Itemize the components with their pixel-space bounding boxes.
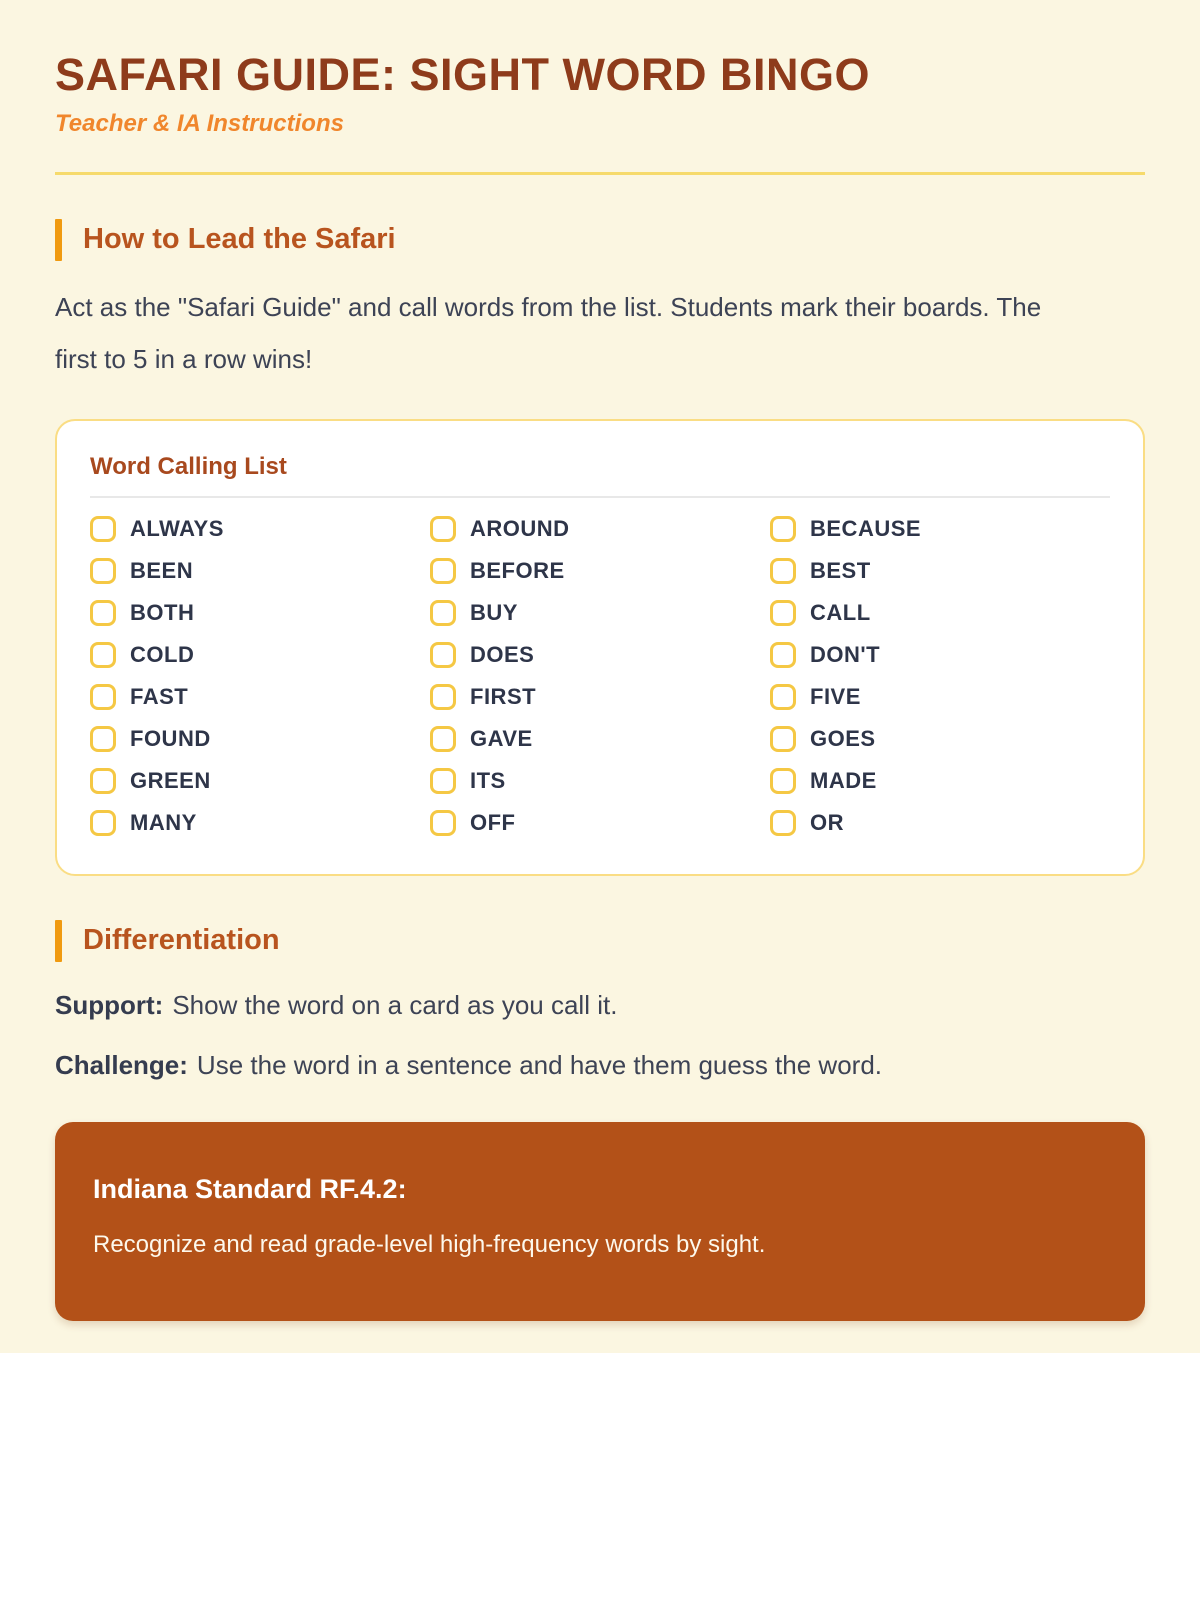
differentiation-challenge (55, 1049, 1145, 1082)
word-row (90, 634, 430, 676)
word-row (90, 592, 430, 634)
word-row (90, 760, 430, 802)
word-label: BOTH (130, 599, 195, 625)
section-accent-bar (55, 219, 62, 261)
word-row (90, 718, 430, 760)
word-label: ITS (470, 767, 506, 793)
word-label: ALWAYS (130, 515, 224, 541)
standard-body: Recognize and read grade-level high-frequency words by sight. (93, 1230, 766, 1258)
word-row (770, 592, 1110, 634)
word-checkbox[interactable] (90, 516, 116, 542)
word-row (430, 592, 770, 634)
word-label: FIVE (810, 683, 861, 709)
word-label: BUY (470, 599, 518, 625)
word-label: AROUND (470, 515, 570, 541)
word-row (770, 508, 1110, 550)
word-checkbox[interactable] (430, 600, 456, 626)
word-column-3 (770, 508, 1110, 844)
word-label: GREEN (130, 767, 211, 793)
page-title: SAFARI GUIDE: SIGHT WORD BINGO (55, 49, 871, 100)
word-label: FIRST (470, 683, 537, 709)
section-accent-bar (55, 920, 62, 962)
word-label: FAST (130, 683, 189, 709)
word-checkbox[interactable] (430, 726, 456, 752)
word-checkbox[interactable] (770, 642, 796, 668)
word-checkbox[interactable] (90, 558, 116, 584)
differentiation-support (55, 989, 1145, 1022)
word-checkbox[interactable] (430, 684, 456, 710)
word-row (770, 802, 1110, 844)
word-label: BECAUSE (810, 515, 922, 541)
word-row (90, 550, 430, 592)
word-row (770, 634, 1110, 676)
word-checkbox[interactable] (770, 768, 796, 794)
word-label: BEEN (130, 557, 194, 583)
word-label: BEFORE (470, 557, 565, 583)
word-checkbox[interactable] (770, 684, 796, 710)
word-checkbox[interactable] (430, 642, 456, 668)
word-row (770, 676, 1110, 718)
word-label: CALL (810, 599, 871, 625)
word-checkbox[interactable] (430, 768, 456, 794)
word-list-heading: Word Calling List (90, 452, 287, 480)
word-row (430, 718, 770, 760)
word-checkbox[interactable] (430, 810, 456, 836)
word-checkbox[interactable] (90, 642, 116, 668)
word-row (90, 508, 430, 550)
word-row (430, 676, 770, 718)
word-label: DON'T (810, 641, 881, 667)
word-row (430, 802, 770, 844)
word-label: DOES (470, 641, 535, 667)
word-checkbox[interactable] (770, 810, 796, 836)
word-row (430, 760, 770, 802)
word-row (90, 676, 430, 718)
word-checkbox[interactable] (770, 558, 796, 584)
lead-instructions-text: Act as the "Safari Guide" and call words from the list. Students mark their boards. The first to 5 in a row wins! (55, 291, 1042, 374)
word-checkbox[interactable] (770, 726, 796, 752)
standard-callout (55, 1122, 1145, 1321)
word-label: GOES (810, 725, 876, 751)
word-label: COLD (130, 641, 195, 667)
word-checkbox[interactable] (430, 558, 456, 584)
word-row (770, 718, 1110, 760)
section-differentiation (55, 920, 1145, 962)
support-label: Support: (55, 989, 164, 1020)
challenge-text: Use the word in a sentence and have them guess the word. (196, 1049, 882, 1080)
word-row (770, 550, 1110, 592)
standard-heading: Indiana Standard RF.4.2: (93, 1173, 407, 1204)
word-column-2 (430, 508, 770, 844)
word-checkbox[interactable] (90, 768, 116, 794)
word-label: MADE (810, 767, 877, 793)
section-heading-text: How to Lead the Safari (83, 223, 396, 255)
word-row (430, 634, 770, 676)
word-label: GAVE (470, 725, 533, 751)
section-heading-text: Differentiation (83, 924, 280, 956)
word-checkbox[interactable] (90, 600, 116, 626)
word-label: OFF (470, 809, 516, 835)
section-how-to-lead (55, 219, 1145, 261)
word-row (770, 760, 1110, 802)
word-calling-list-card (55, 419, 1145, 876)
challenge-label: Challenge: (55, 1049, 188, 1080)
word-checkbox[interactable] (90, 810, 116, 836)
word-label: OR (810, 809, 844, 835)
word-checkbox[interactable] (770, 516, 796, 542)
word-columns (90, 508, 1110, 844)
word-label: BEST (810, 557, 871, 583)
word-label: FOUND (130, 725, 211, 751)
word-row (430, 550, 770, 592)
page-subtitle: Teacher & IA Instructions (55, 109, 344, 137)
word-checkbox[interactable] (90, 726, 116, 752)
word-list-divider (90, 496, 1110, 498)
word-row (430, 508, 770, 550)
support-text: Show the word on a card as you call it. (172, 989, 618, 1020)
word-checkbox[interactable] (90, 684, 116, 710)
word-checkbox[interactable] (430, 516, 456, 542)
word-column-1 (90, 508, 430, 844)
word-label: MANY (130, 809, 197, 835)
word-row (90, 802, 430, 844)
header-divider (55, 172, 1145, 175)
word-checkbox[interactable] (770, 600, 796, 626)
